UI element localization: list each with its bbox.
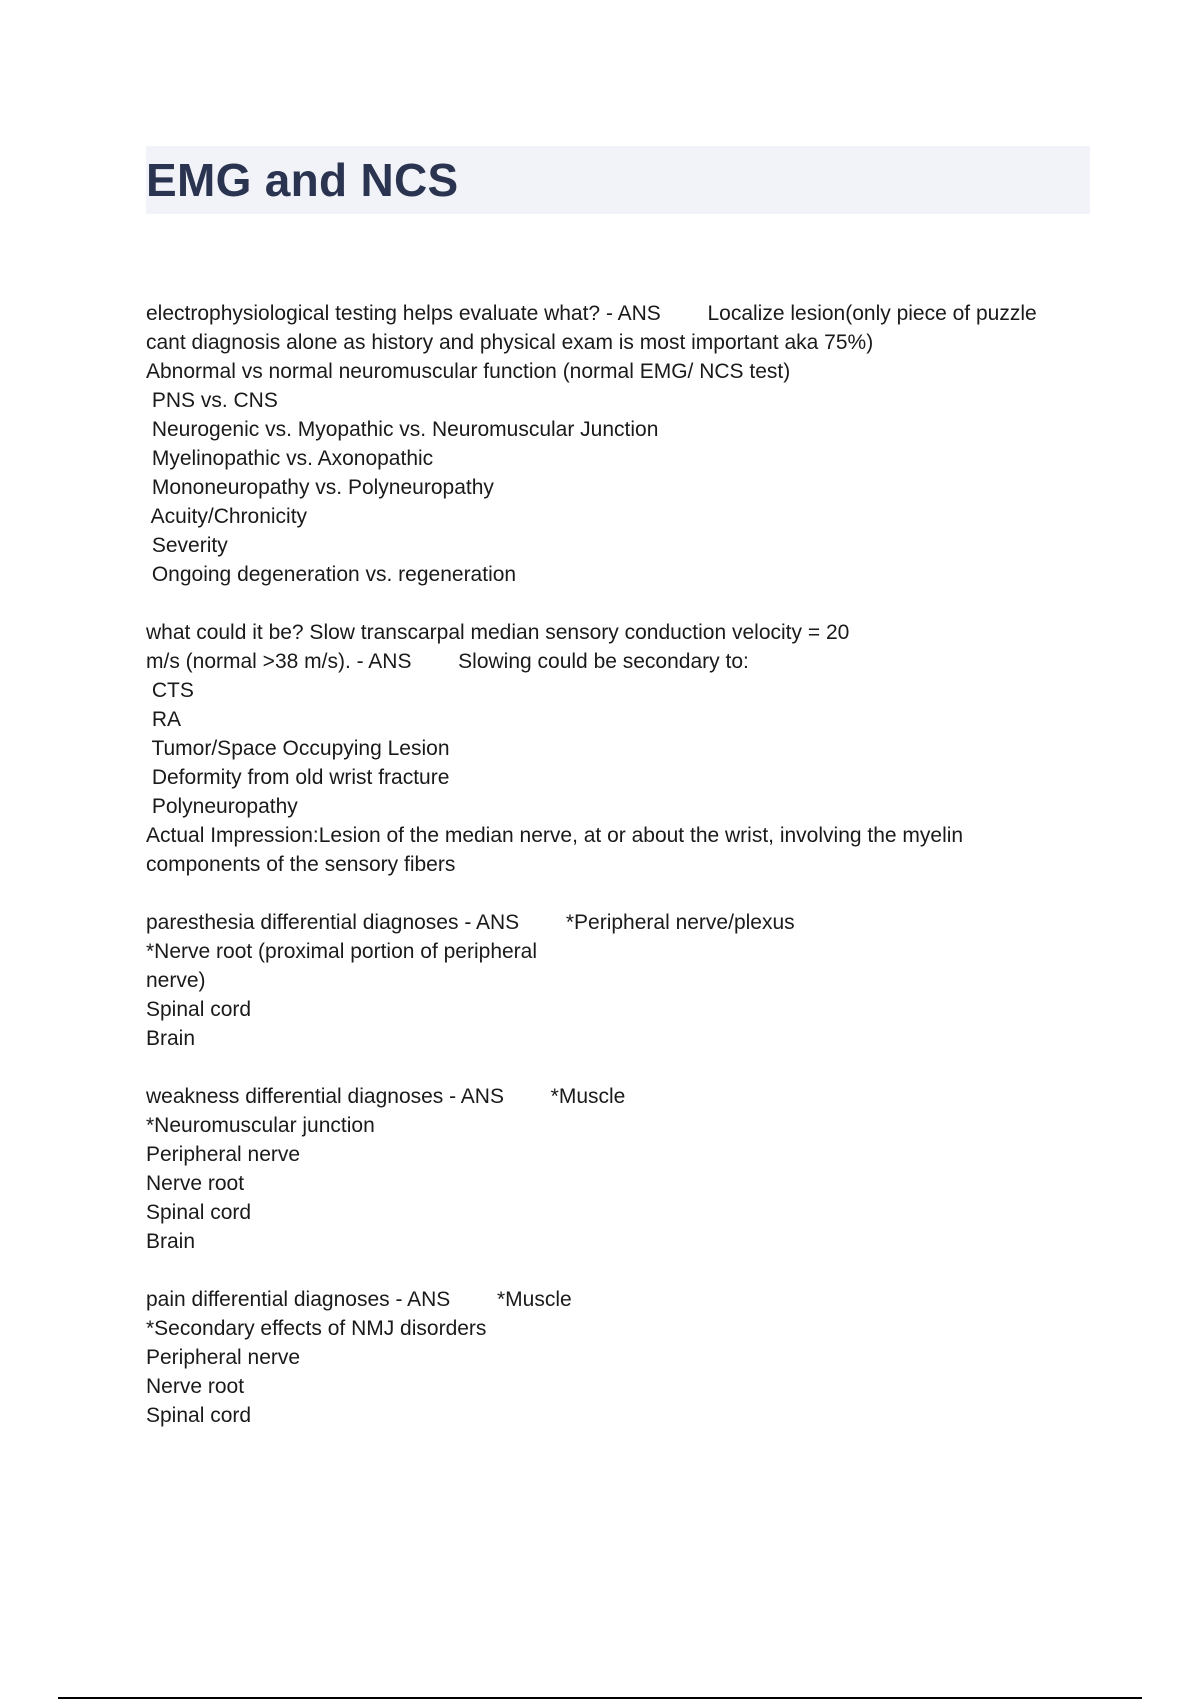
card-line: Myelinopathic vs. Axonopathic [146, 447, 434, 470]
card-line: Peripheral nerve [146, 1346, 301, 1369]
card-line: *Secondary effects of NMJ disorders [146, 1317, 487, 1340]
card-line: *Neuromuscular junction [146, 1114, 375, 1137]
card-line: RA [146, 708, 182, 731]
card-line: Brain [146, 1230, 196, 1253]
card-line: PNS vs. CNS [146, 389, 278, 412]
card-line: Abnormal vs normal neuromuscular function (normal EMG/ NCS test) [146, 360, 791, 383]
card-line: Neurogenic vs. Myopathic vs. Neuromuscular Junction [146, 418, 659, 441]
card-line: paresthesia differential diagnoses - ANS *Peripheral nerve/plexus [146, 911, 795, 934]
card-line: Acuity/Chronicity [146, 505, 308, 528]
card-line: Spinal cord [146, 1201, 252, 1224]
card-separator [146, 1256, 1090, 1285]
card-line: Mononeuropathy vs. Polyneuropathy [146, 476, 494, 499]
card-line: Actual Impression:Lesion of the median nerve, at or about the wrist, involving the myelin [146, 824, 964, 847]
footer-divider [58, 1697, 1142, 1699]
card-separator [146, 1053, 1090, 1082]
card-line: Deformity from old wrist fracture [146, 766, 450, 789]
card-line: weakness differential diagnoses - ANS *Muscle [146, 1085, 626, 1108]
card-line: pain differential diagnoses - ANS *Muscle [146, 1288, 572, 1311]
card-line: electrophysiological testing helps evaluate what? - ANS Localize lesion(only piece of puzzle [146, 302, 1037, 325]
card-line: CTS [146, 679, 194, 702]
card-separator [146, 589, 1090, 618]
card-line: m/s (normal >38 m/s). - ANS Slowing could be secondary to: [146, 650, 749, 673]
card-line: what could it be? Slow transcarpal median sensory conduction velocity = 20 [146, 621, 850, 644]
card-line: Peripheral nerve [146, 1143, 301, 1166]
flashcard-weakness [146, 1082, 1090, 1256]
card-line: Ongoing degeneration vs. regeneration [146, 563, 517, 586]
flashcard-electrophysiology [146, 299, 1090, 589]
card-line: components of the sensory fibers [146, 853, 456, 876]
card-line: Spinal cord [146, 1404, 252, 1427]
flashcard-median-conduction [146, 618, 1090, 879]
card-line: *Nerve root (proximal portion of peripheral [146, 940, 538, 963]
card-line: Polyneuropathy [146, 795, 298, 818]
title-banner [146, 146, 1090, 214]
card-line: Spinal cord [146, 998, 252, 1021]
card-line: nerve) [146, 969, 206, 992]
card-line: cant diagnosis alone as history and physical exam is most important aka 75%) [146, 331, 874, 354]
flashcard-pain [146, 1285, 1090, 1430]
page-title: EMG and NCS [146, 154, 459, 206]
card-line: Nerve root [146, 1172, 245, 1195]
flashcard-paresthesia [146, 908, 1090, 1053]
card-line: Nerve root [146, 1375, 245, 1398]
card-line: Brain [146, 1027, 196, 1050]
card-line: Severity [146, 534, 228, 557]
card-line: Tumor/Space Occupying Lesion [146, 737, 450, 760]
card-separator [146, 879, 1090, 908]
flashcard-list [146, 299, 1090, 1430]
